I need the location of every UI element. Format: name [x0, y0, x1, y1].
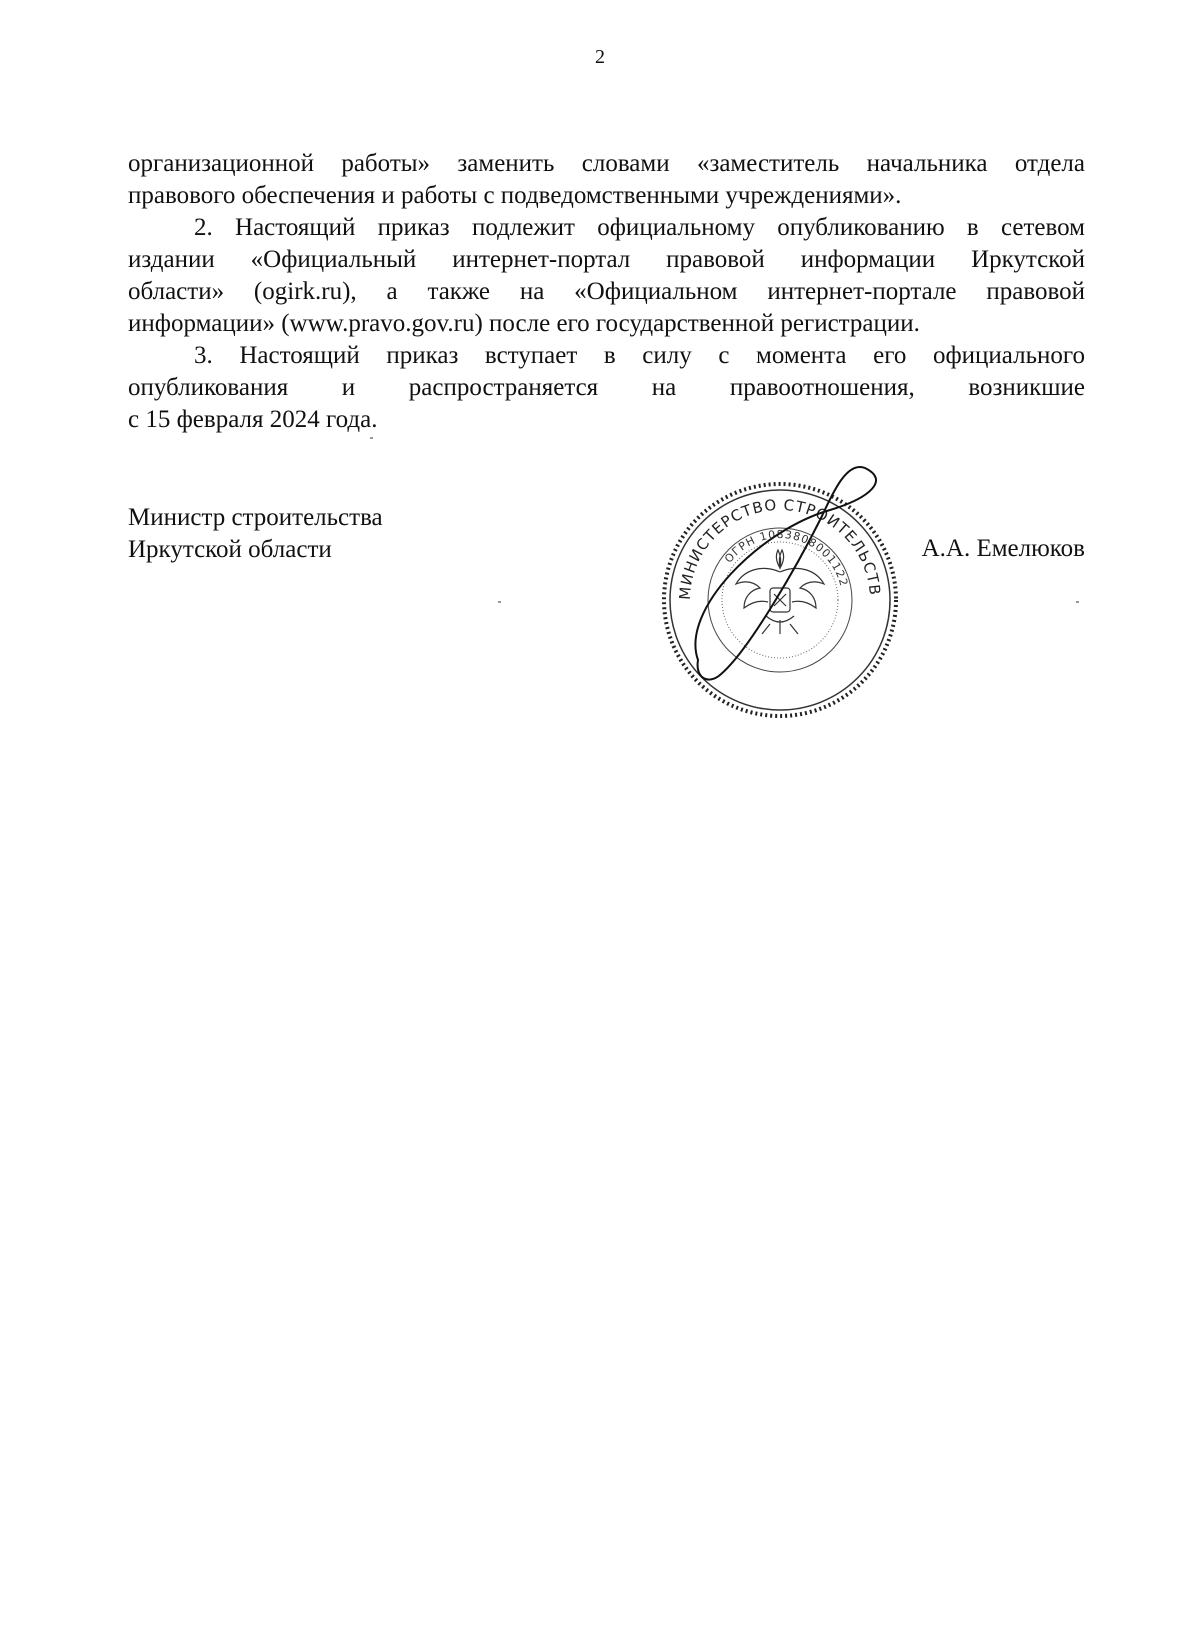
paragraph-line: 3. Настоящий приказ вступает в силу с момента его официального — [194, 342, 1085, 369]
seal-inner-text: ОГРН 1083808001122 — [722, 527, 851, 589]
paragraph-line: с 15 февраля 2024 года. — [128, 406, 378, 433]
paragraph-3 — [128, 340, 1085, 436]
paragraph-2 — [128, 212, 1085, 340]
document-body — [128, 148, 1085, 436]
paragraph-1-continuation — [128, 148, 1085, 212]
official-seal — [640, 460, 920, 720]
signatory-name: А.А. Емелюков — [921, 535, 1085, 562]
scan-speck — [370, 437, 373, 439]
paragraph-line: области» (ogirk.ru), а также на «Официальном интернет-портале правовой — [128, 278, 1085, 305]
paragraph-line: опубликования и распространяется на правоотношения, возникшие — [128, 374, 1085, 401]
paragraph-line: правового обеспечения и работы с подведомственными учреждениями». — [128, 182, 902, 209]
seal-graphic — [640, 460, 920, 720]
signatory-position — [128, 502, 383, 566]
paragraph-line: издании «Официальный интернет-портал правовой информации Иркутской — [128, 246, 1085, 273]
seal-outer-text: МИНИСТЕРСТВО СТРОИТЕЛЬСТВ — [675, 495, 885, 601]
page-number: 2 — [595, 46, 605, 68]
scan-speck — [498, 601, 501, 603]
scan-speck — [1076, 601, 1079, 603]
paragraph-line: организационной работы» заменить словами «заместитель начальника отдела — [128, 150, 1085, 177]
paragraph-line: информации» (www.pravo.gov.ru) после его государственной регистрации. — [128, 310, 920, 337]
position-line: Иркутской области — [128, 536, 332, 563]
paragraph-line: 2. Настоящий приказ подлежит официальному опубликованию в сетевом — [194, 214, 1085, 241]
position-line: Министр строительства — [128, 504, 383, 531]
